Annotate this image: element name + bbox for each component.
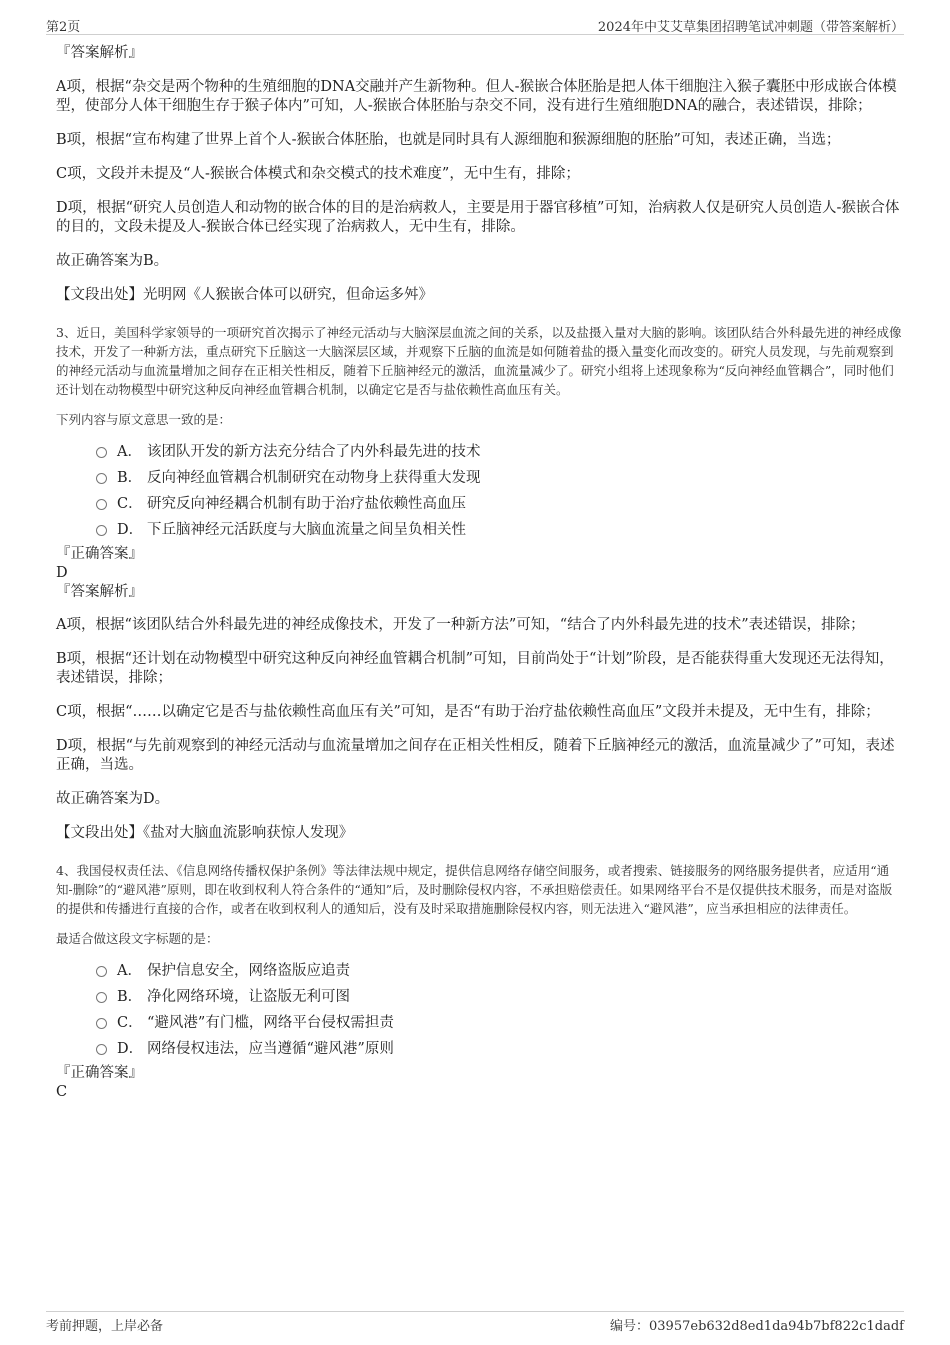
radio-icon[interactable] xyxy=(96,992,107,1003)
question-3-options xyxy=(96,437,904,541)
analysis-b: B项，根据“还计划在动物模型中研究这种反向神经血管耦合机制”可知，目前尚处于“计划”阶段，是否能获得重大发现还无法得知，表述错误，排除； xyxy=(56,651,894,686)
analysis-d: D项，根据“研究人员创造人和动物的嵌合体的目的是治病救人，主要是用于器官移植”可知，治病救人仅是研究人员创造人-猴嵌合体的目的，文段未提及人-猴嵌合体已经实现了治病救人，无中生有，排除。 xyxy=(56,200,900,235)
analysis-a: A项，根据“杂交是两个物种的生殖细胞的DNA交融并产生新物种。但人-猴嵌合体胚胎是把人体干细胞注入猴子囊胚中形成嵌合体模型，使部分人体干细胞生存于猴子体内”可知，人-猴嵌合体胚胎与杂交不同，没有进行生殖细胞DNA的融合，表述错误，排除； xyxy=(56,79,897,114)
document-body xyxy=(56,44,904,1102)
source-citation: 【文段出处】《盐对大脑血流影响获惊人发现》 xyxy=(56,825,354,841)
question-3-prompt: 下列内容与原文意思一致的是： xyxy=(56,412,232,427)
answer-value: D xyxy=(56,565,68,581)
document-code: 编号：03957eb632d8ed1da94b7bf822c1dadf xyxy=(610,1319,904,1334)
document-title: 2024年中艾艾草集团招聘笔试冲刺题（带答案解析） xyxy=(597,20,904,35)
answer-label: 『正确答案』 xyxy=(56,546,143,562)
radio-icon[interactable] xyxy=(96,525,107,536)
answer-value: C xyxy=(56,1084,68,1100)
question-3-stem: 3、近日，美国科学家领导的一项研究首次揭示了神经元活动与大脑深层血流之间的关系，以及盐摄入量对大脑的影响。该团队结合外科最先进的神经成像技术，开发了一种新方法，重点研究下丘脑这一大脑深层区域，并观察下丘脑的血流是如何随着盐的摄入量变化而改变的。研究人员发现，与先前观察到的神经元活动与血流量增加之间存在正相关性相反，随着下丘脑神经元的激活，血流量减少了。研究小组将上述现象称为“反向神经血管耦合”，同时他们还计划在动物模型中研究这种反向神经血管耦合机制，以确定它是否与盐依赖性高血压有关。 xyxy=(56,325,902,397)
option-b[interactable]: B． 净化网络环境，让盗版无利可图 xyxy=(96,982,904,1008)
page-footer xyxy=(46,1311,904,1334)
answer-label: 『正确答案』 xyxy=(56,1065,143,1081)
question-4-prompt: 最适合做这段文字标题的是： xyxy=(56,931,219,946)
radio-icon[interactable] xyxy=(96,447,107,458)
option-d[interactable]: D． 网络侵权违法，应当遵循“避风港”原则 xyxy=(96,1034,904,1060)
analysis-c: C项，根据“……以确定它是否与盐依赖性高血压有关”可知，是否“有助于治疗盐依赖性高血压”文段并未提及，无中生有，排除； xyxy=(56,704,880,720)
analysis-c: C项，文段并未提及“人-猴嵌合体模式和杂交模式的技术难度”，无中生有，排除； xyxy=(56,166,580,182)
analysis-conclusion: 故正确答案为B。 xyxy=(56,253,169,269)
analysis-d: D项，根据“与先前观察到的神经元活动与血流量增加之间存在正相关性相反，随着下丘脑神经元的激活，血流量减少了”可知，表述正确，当选。 xyxy=(56,738,895,773)
option-a[interactable]: A． 该团队开发的新方法充分结合了内外科最先进的技术 xyxy=(96,437,904,463)
source-citation: 【文段出处】光明网《人猴嵌合体可以研究，但命运多舛》 xyxy=(56,287,433,303)
radio-icon[interactable] xyxy=(96,1044,107,1055)
page-number: 第2页 xyxy=(46,20,81,35)
option-c[interactable]: C． 研究反向神经耦合机制有助于治疗盐依赖性高血压 xyxy=(96,489,904,515)
option-a[interactable]: A． 保护信息安全，网络盗版应追责 xyxy=(96,956,904,982)
option-b[interactable]: B． 反向神经血管耦合机制研究在动物身上获得重大发现 xyxy=(96,463,904,489)
question-4-stem: 4、我国侵权责任法、《信息网络传播权保护条例》等法律法规中规定，提供信息网络存储空间服务，或者搜索、链接服务的网络服务提供者，应适用“通知-删除”的“避风港”原则，即在收到权利人符合条件的“通知”后，及时删除侵权内容，不承担赔偿责任。如果网络平台不是仅提供技术服务，而是对盗版的提供和传播进行直接的合作，或者在收到权利人的通知后，没有及时采取措施删除侵权内容，则无法进入“避风港”，应当承担相应的法律责任。 xyxy=(56,863,893,916)
footer-slogan: 考前押题，上岸必备 xyxy=(46,1319,164,1334)
analysis-a: A项，根据“该团队结合外科最先进的神经成像技术，开发了一种新方法”可知，“结合了内外科最先进的技术”表述错误，排除； xyxy=(56,617,865,633)
analysis-b: B项，根据“宣布构建了世界上首个人-猴嵌合体胚胎，也就是同时具有人源细胞和猴源细胞的胚胎”可知，表述正确，当选； xyxy=(56,132,841,148)
analysis-label: 『答案解析』 xyxy=(56,45,143,61)
radio-icon[interactable] xyxy=(96,966,107,977)
analysis-conclusion: 故正确答案为D。 xyxy=(56,791,170,807)
option-c[interactable]: C． “避风港”有门槛，网络平台侵权需担责 xyxy=(96,1008,904,1034)
radio-icon[interactable] xyxy=(96,473,107,484)
question-4-options xyxy=(96,956,904,1060)
radio-icon[interactable] xyxy=(96,1018,107,1029)
option-d[interactable]: D． 下丘脑神经元活跃度与大脑血流量之间呈负相关性 xyxy=(96,515,904,541)
radio-icon[interactable] xyxy=(96,499,107,510)
analysis-label: 『答案解析』 xyxy=(56,584,143,600)
page-header xyxy=(46,14,904,35)
